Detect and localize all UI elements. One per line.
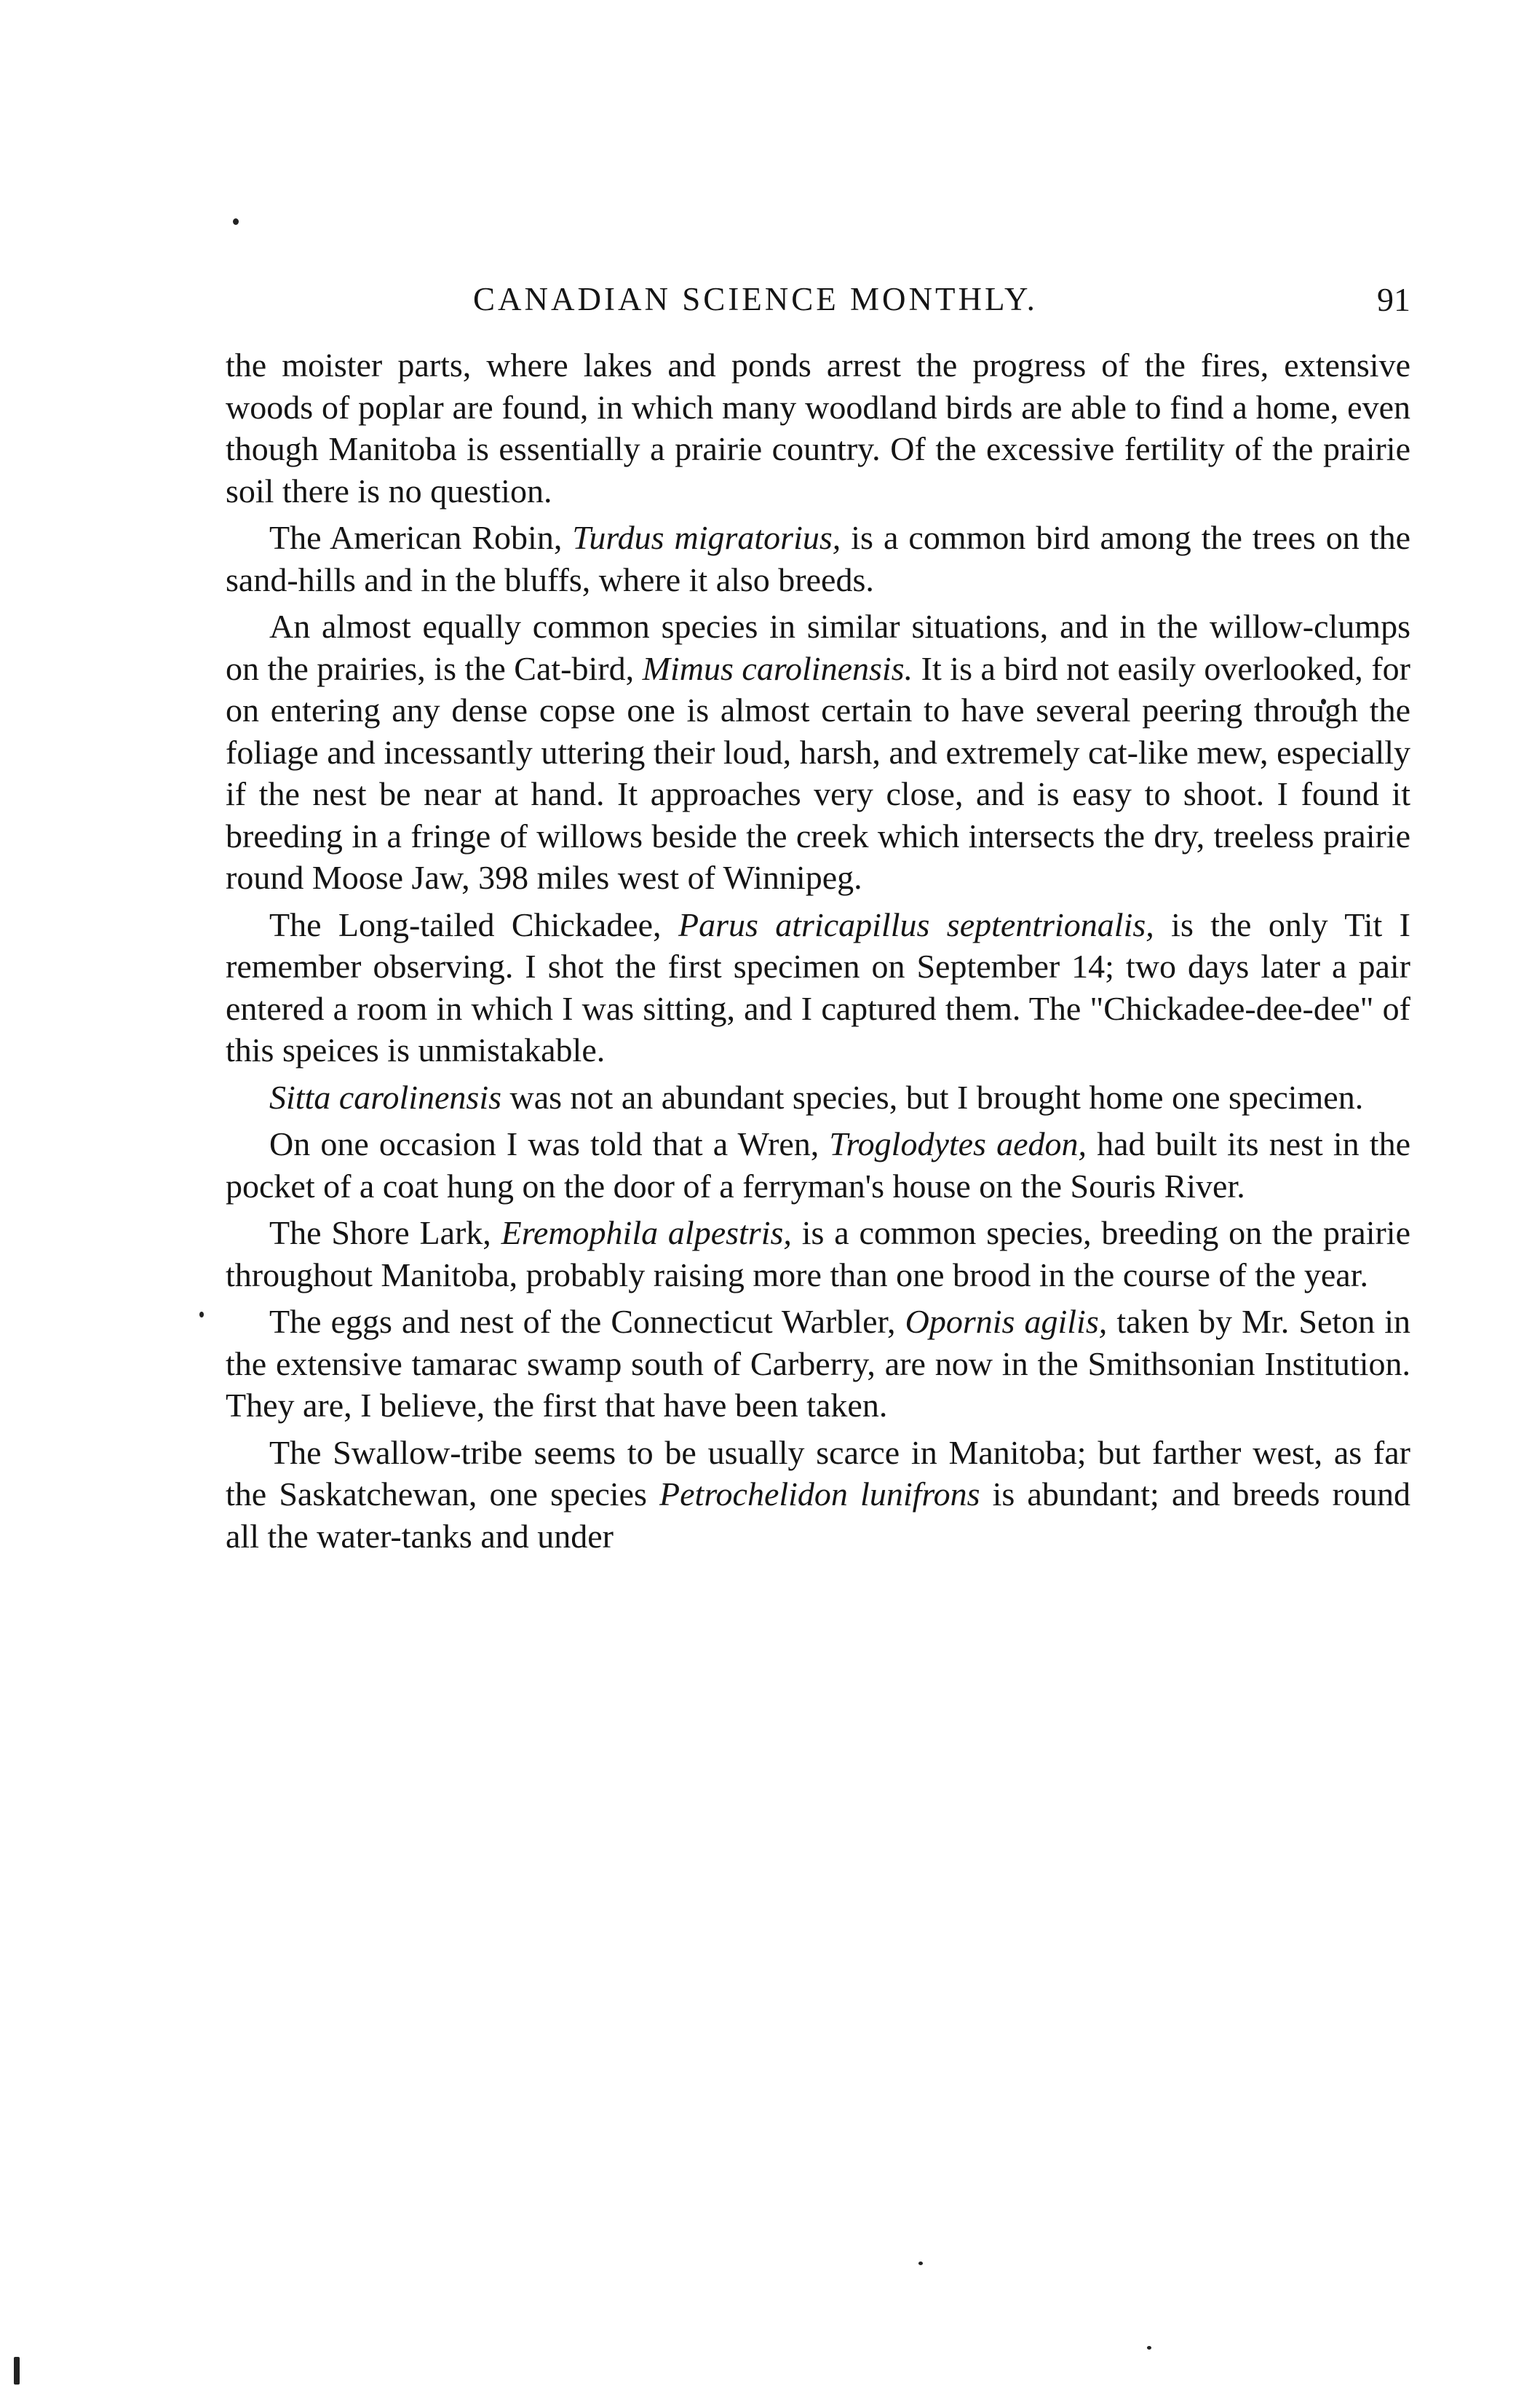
book-page [226, 280, 1410, 1562]
stray-ink-mark [1147, 2346, 1151, 2350]
paragraph [226, 344, 1410, 512]
running-head [226, 280, 1410, 331]
species-name: Sitta carolinensis [269, 1078, 502, 1116]
paragraph-text: On one occasion I was told that a Wren, [269, 1125, 830, 1162]
paragraph [226, 517, 1410, 601]
paragraph [226, 1077, 1410, 1119]
paragraph-text: It is a bird not easily overlooked, for on entering any dense copse one is almost certain to have several peering through the foliage and incessantly uttering their loud, harsh, and extremely cat-like mew, especially if the nest be near at hand. It approaches very close, and is easy to shoot. I found it breeding in a fringe of willows beside the creek which intersects the dry, treeless prairie round Moose Jaw, 398 miles west of Winnipeg. [226, 649, 1410, 896]
paragraph-text: had built its nest in the pocket of a coat hung on the door of a ferryman's house on the Souris River. [226, 1125, 1410, 1205]
paragraph-text: The American Robin, [269, 519, 573, 556]
paragraph-text: is a common species, breeding on the prairie throughout Manitoba, probably raising more than one brood in the course of the year. [226, 1214, 1411, 1293]
body-text [226, 344, 1410, 1557]
paragraph-text: The Shore Lark, [269, 1214, 501, 1251]
paragraph-text: An almost equally common species in similar situations, and in the willow-clumps on the prairies, is the Cat-bird, [226, 608, 1410, 687]
species-name: Petrochelidon lunifrons [659, 1475, 980, 1513]
species-name: Turdus migratorius, [572, 519, 841, 556]
paragraph [226, 904, 1410, 1071]
stray-ink-mark [918, 2262, 923, 2265]
stray-ink-mark [233, 218, 239, 225]
paragraph-text: is a common bird among the trees on the sand-hills and in the bluffs, where it also breeds. [226, 519, 1410, 598]
paragraph-text: the moister parts, where lakes and ponds arrest the progress of the fires, extensive woods of poplar are found, in which many woodland birds are able to find a home, even though Manitoba is essentially a prairie country. Of the excessive fertility of the prairie soil there is no question. [226, 346, 1410, 510]
species-name: Mimus carolinensis. [642, 649, 913, 687]
paragraph-text: was not an abundant species, but I brought home one specimen. [501, 1078, 1364, 1116]
paragraph-text: is the only Tit I remember observing. I shot the first specimen on September 14; two days later a pair entered a room in which I was sitting, and I captured them. The "Chickadee-dee-dee" of this speices is unmistakable. [226, 905, 1410, 1069]
paragraph [226, 606, 1410, 899]
species-name: Parus atricapillus septentrionalis, [678, 905, 1154, 943]
stray-ink-mark [14, 2357, 20, 2385]
species-name: Opornis agilis, [905, 1303, 1108, 1340]
stray-ink-mark [199, 1312, 204, 1317]
paragraph [226, 1301, 1410, 1427]
paragraph-text: The eggs and nest of the Connecticut Warbler, [269, 1303, 905, 1340]
species-name: Eremophila alpestris, [501, 1214, 792, 1251]
running-title: CANADIAN SCIENCE MONTHLY. [473, 281, 1038, 317]
paragraph [226, 1432, 1410, 1558]
paragraph-text: taken by Mr. Seton in the extensive tamarac swamp south of Carberry, are now in the Smithsonian Institution. They are, I believe, the first that have been taken. [226, 1303, 1411, 1424]
page-number: 91 [1377, 281, 1410, 318]
paragraph-text: The Long-tailed Chickadee, [269, 905, 678, 943]
paragraph [226, 1212, 1410, 1296]
paragraph-text: is abundant; and breeds round all the water-tanks and under [226, 1475, 1410, 1555]
paragraph [226, 1123, 1410, 1207]
paragraph-text: The Swallow-tribe seems to be usually scarce in Manitoba; but farther west, as far the Saskatchewan, one species [226, 1433, 1410, 1513]
species-name: Troglodytes aedon, [829, 1125, 1087, 1162]
